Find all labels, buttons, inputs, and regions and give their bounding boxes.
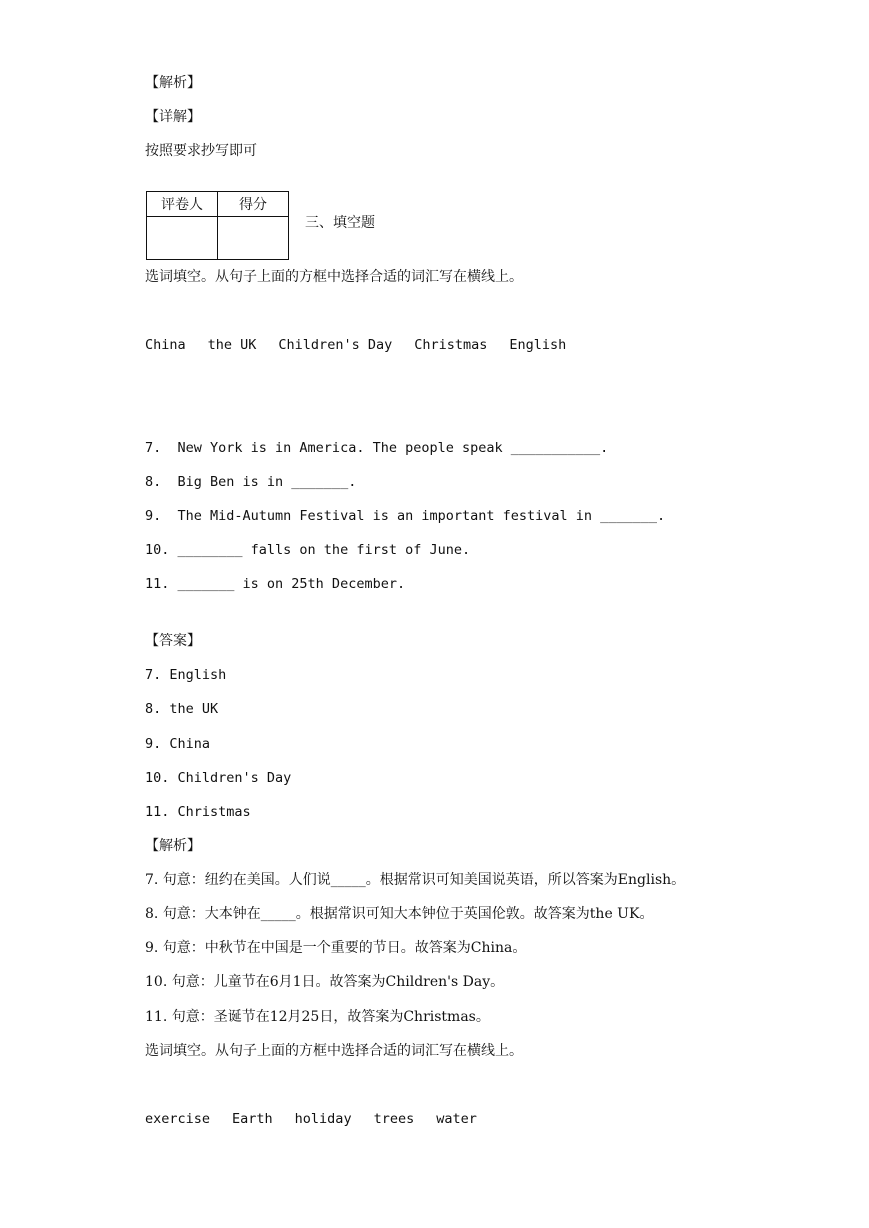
answer-heading: 【答案】 <box>145 633 201 649</box>
detail-heading: 【详解】 <box>145 109 201 125</box>
answer-7: 7. English <box>145 667 227 683</box>
word-bank-item: the UK <box>207 337 257 353</box>
question-7: 7. New York is in America. The people speak ___________. <box>145 440 609 456</box>
score-cell <box>218 217 289 260</box>
question-9: 9. The Mid-Autumn Festival is an important festival in _______. <box>145 508 666 524</box>
section-title: 三、填空题 <box>305 215 375 231</box>
word-bank-item: Christmas <box>414 337 488 353</box>
grader-cell <box>147 217 218 260</box>
word-bank-item: China <box>145 337 186 353</box>
word-bank-item: holiday <box>294 1111 352 1127</box>
score-table <box>146 191 289 260</box>
word-bank-item: water <box>436 1111 477 1127</box>
word-bank-1 <box>145 336 566 354</box>
score-header: 得分 <box>218 192 289 217</box>
question-8: 8. Big Ben is in _______. <box>145 474 357 490</box>
word-bank-item: English <box>509 337 567 353</box>
instruction-2: 选词填空。从句子上面的方框中选择合适的词汇写在横线上。 <box>145 1043 523 1059</box>
answer-9: 9. China <box>145 736 211 752</box>
answer-8: 8. the UK <box>145 701 219 717</box>
analysis-8: 8. 句意：大本钟在_____。根据常识可知大本钟位于英国伦敦。故答案为the UK。 <box>145 906 654 922</box>
word-bank-item: Earth <box>232 1111 273 1127</box>
answer-10: 10. Children's Day <box>145 770 292 786</box>
answer-11: 11. Christmas <box>145 804 251 820</box>
word-bank-2 <box>145 1110 477 1128</box>
question-10: 10. ________ falls on the first of June. <box>145 542 471 558</box>
word-bank-item: exercise <box>145 1111 211 1127</box>
analysis-heading-top: 【解析】 <box>145 75 201 91</box>
instruction-1: 选词填空。从句子上面的方框中选择合适的词汇写在横线上。 <box>145 269 523 285</box>
analysis-11: 11. 句意：圣诞节在12月25日，故答案为Christmas。 <box>145 1009 490 1025</box>
analysis-10: 10. 句意：儿童节在6月1日。故答案为Children's Day。 <box>145 974 505 990</box>
word-bank-item: Children's Day <box>278 337 393 353</box>
question-11: 11. _______ is on 25th December. <box>145 576 406 592</box>
word-bank-item: trees <box>373 1111 415 1127</box>
grader-header: 评卷人 <box>147 192 218 217</box>
analysis-9: 9. 句意：中秋节在中国是一个重要的节日。故答案为China。 <box>145 940 527 956</box>
detail-text: 按照要求抄写即可 <box>145 143 257 159</box>
analysis-heading: 【解析】 <box>145 838 201 854</box>
analysis-7: 7. 句意：纽约在美国。人们说_____。根据常识可知美国说英语，所以答案为English。 <box>145 872 686 888</box>
